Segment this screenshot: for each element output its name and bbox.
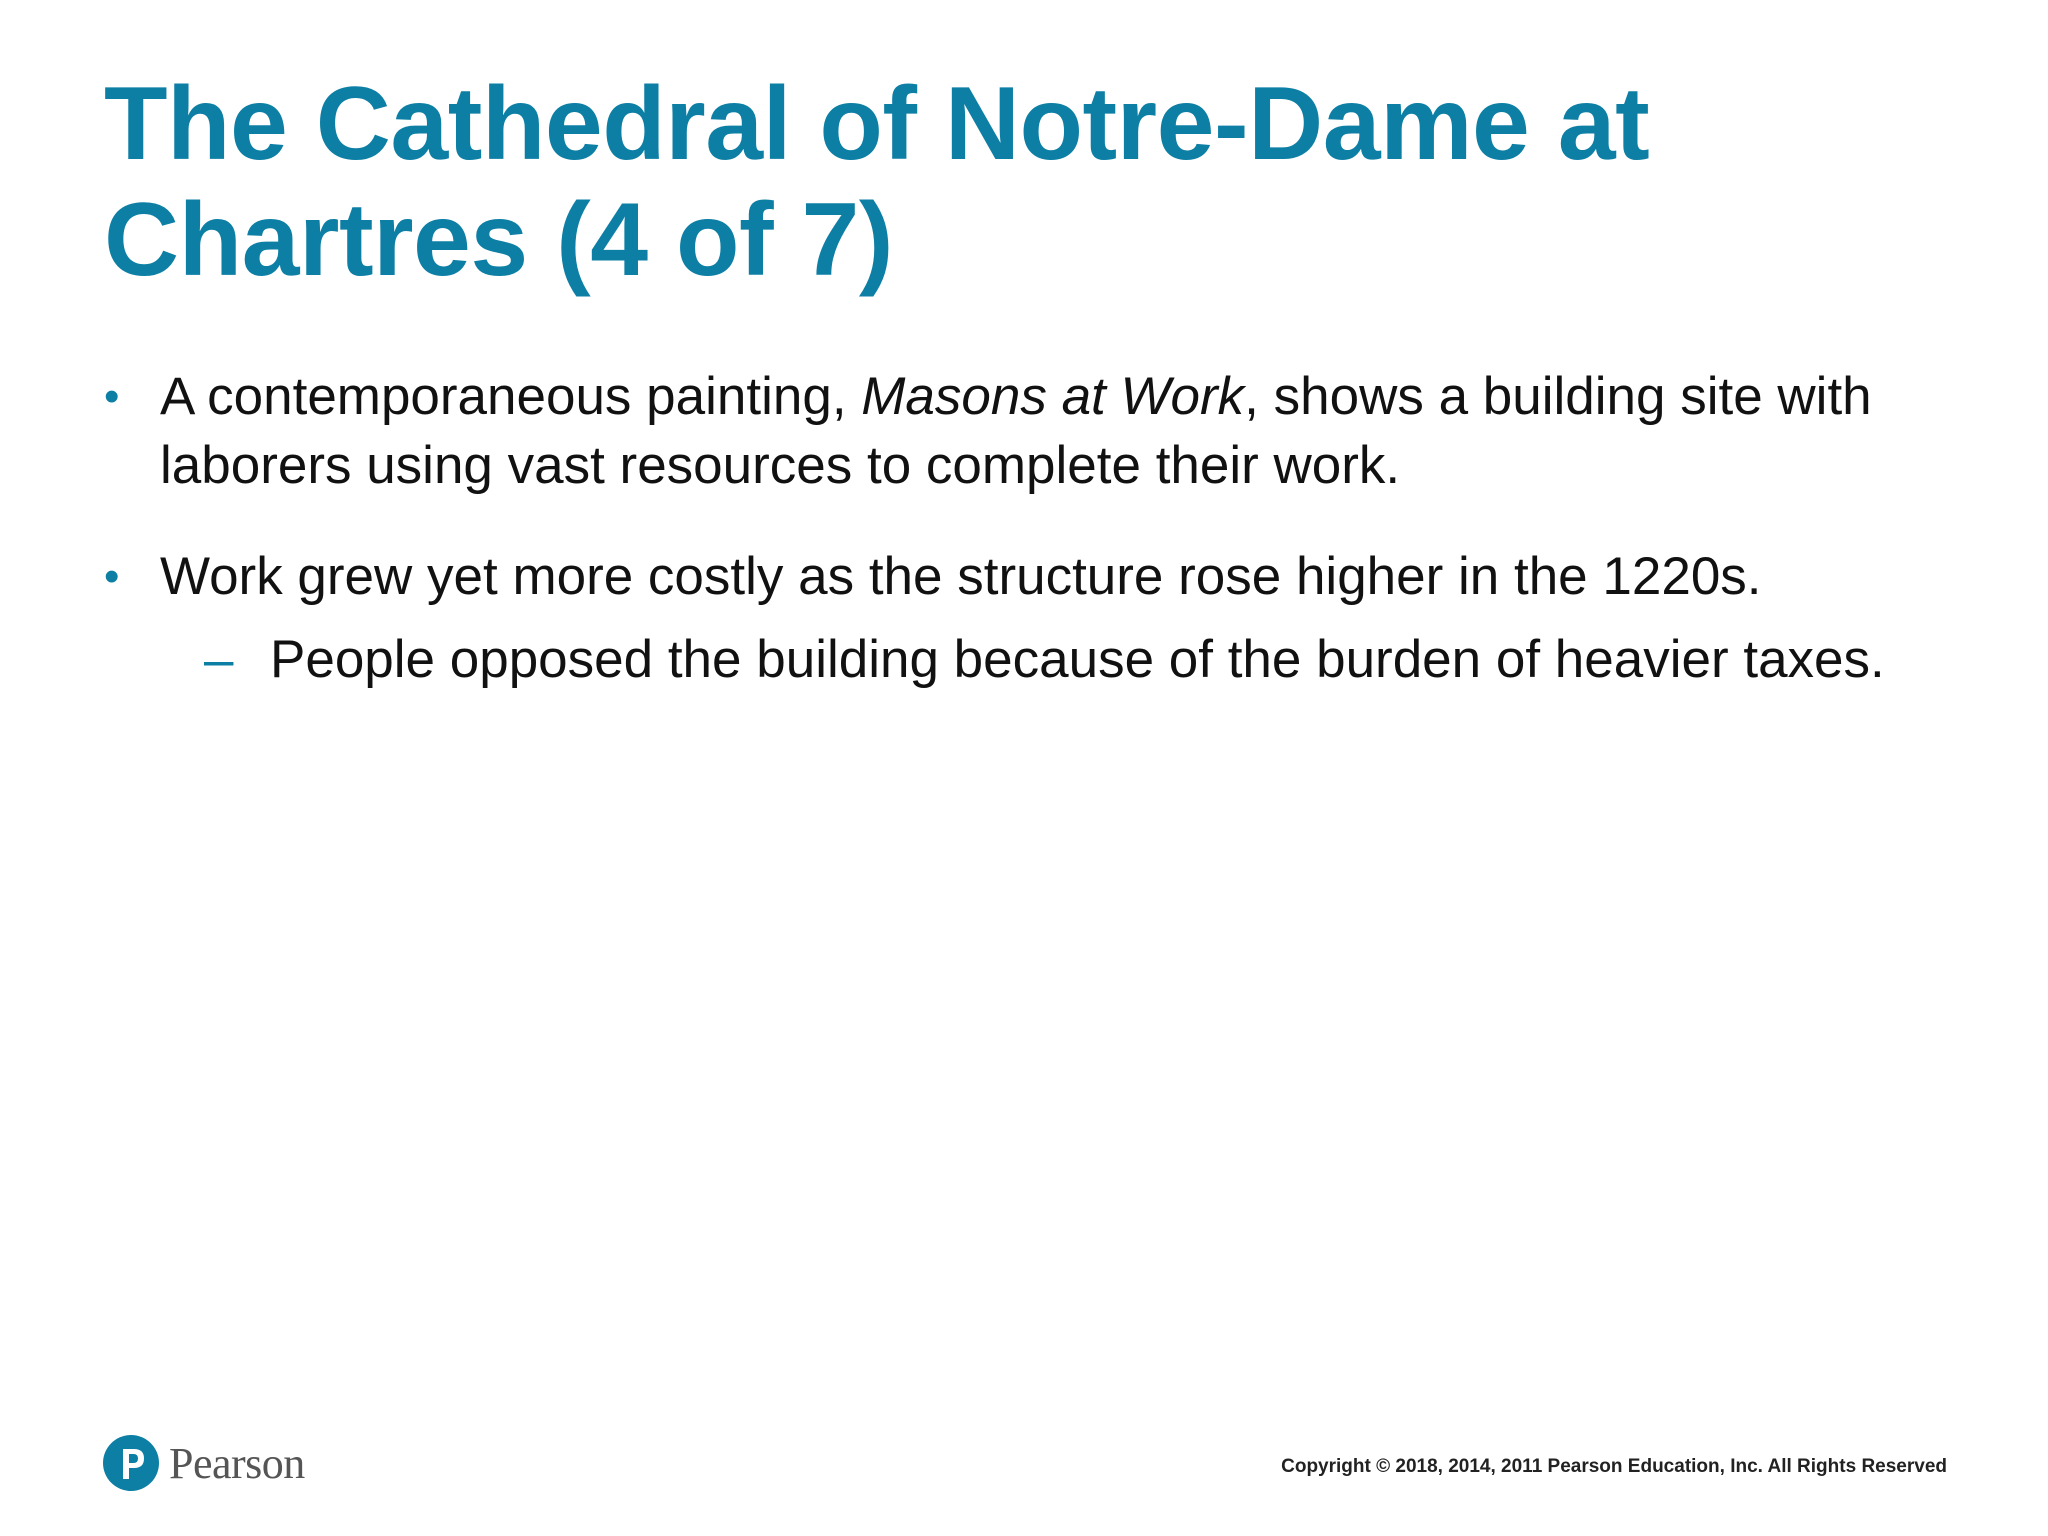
title-line-2: Chartres (4 of 7) — [104, 182, 894, 298]
bullet-text-end: , shows a building site with laborers using vast resources to complete their work. — [160, 367, 1872, 495]
painting-title: Masons at Work — [861, 367, 1245, 426]
pearson-logo — [103, 1435, 305, 1491]
bullet-item — [104, 542, 1924, 611]
bullet-marker: • — [104, 372, 120, 421]
bullet-item — [104, 362, 1924, 500]
slide-title — [104, 66, 1964, 298]
bullet-marker: • — [104, 552, 120, 601]
logo-wordmark: Pearson — [169, 1438, 305, 1488]
title-line-1: The Cathedral of Notre-Dame at — [104, 66, 1650, 182]
sub-bullet-item — [104, 625, 1924, 694]
sub-bullet-text: People opposed the building because of the burden of heavier taxes. — [270, 630, 1885, 689]
bullet-text-start: A contemporaneous painting, — [160, 367, 862, 426]
copyright-notice: Copyright © 2018, 2014, 2011 Pearson Education, Inc. All Rights Reserved — [1281, 1456, 1947, 1477]
pearson-p-icon — [103, 1435, 159, 1491]
bullet-text: Work grew yet more costly as the structure rose higher in the 1220s. — [160, 547, 1762, 606]
slide-content — [104, 362, 1924, 694]
sub-bullet-marker: – — [204, 630, 234, 689]
